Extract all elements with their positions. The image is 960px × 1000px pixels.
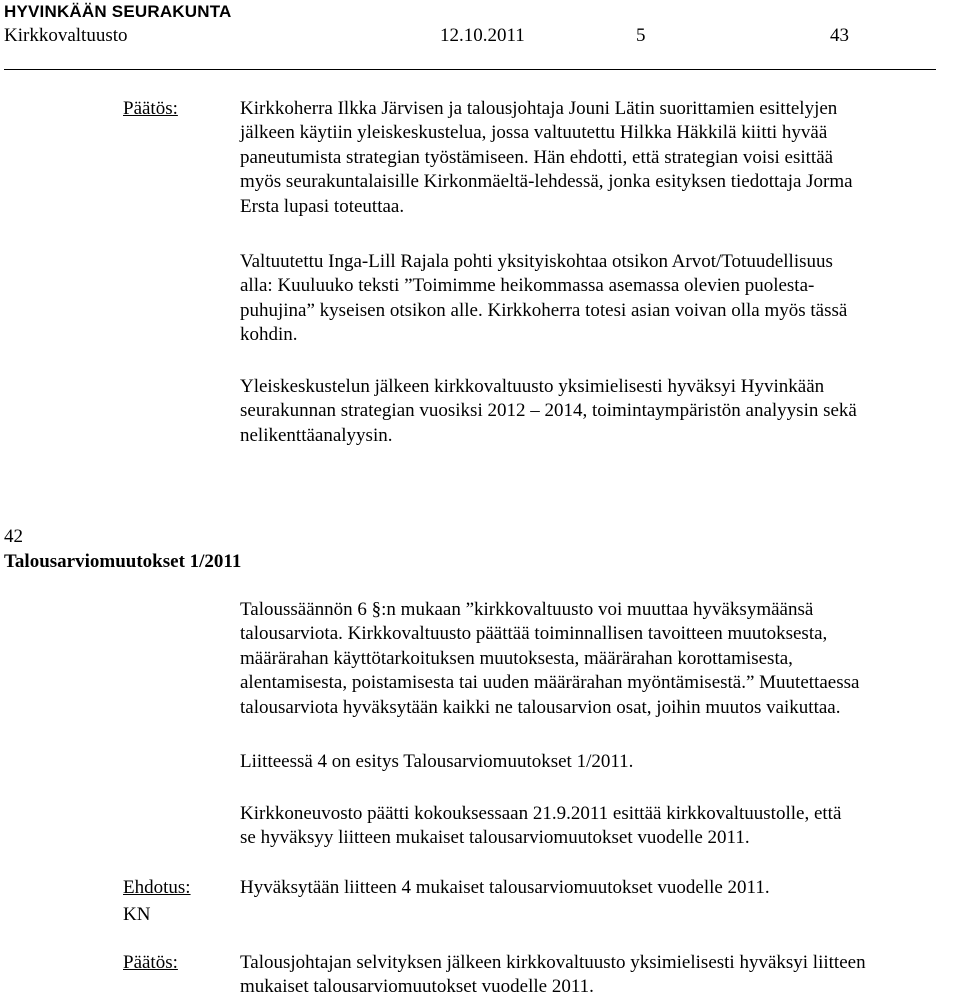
decision-paragraph-2	[240, 250, 956, 348]
body-paragraph-1	[240, 598, 956, 720]
section-number: 42	[4, 526, 23, 547]
header-body: Kirkkovaltuusto	[4, 25, 128, 46]
text-line: Ersta lupasi toteuttaa.	[240, 195, 405, 217]
header-divider	[4, 69, 936, 70]
body-paragraph-2	[240, 750, 956, 774]
text-line: Valtuutettu Inga-Lill Rajala pohti yksityiskohtaa otsikon Arvot/Totuudellisuus	[240, 251, 833, 272]
text-line: mukaiset talousarviomuutokset vuodelle 2011.	[240, 976, 594, 998]
text-line: jälkeen käytiin yleiskeskustelua, jossa valtuutettu Hilkka Häkkilä kiitti hyvää	[240, 122, 828, 144]
paatos-label: Päätös:	[123, 98, 178, 119]
ehdotus-text	[240, 876, 956, 900]
text-line: myös seurakuntalaisille Kirkonmäeltä-lehdessä, jonka esityksen tiedottaja Jorma	[240, 171, 853, 193]
text-line: Kirkkoneuvosto päätti kokouksessaan 21.9.2011 esittää kirkkovaltuustolle, että	[240, 803, 842, 824]
paatos-label: Päätös:	[123, 952, 178, 973]
decision-paragraph-1	[240, 97, 956, 219]
text-line: talousarviota hyväksytään kaikki ne talousarvion osat, joihin muutos vaikuttaa.	[240, 696, 841, 718]
text-line: se hyväksyy liitteen mukaiset talousarviomuutokset vuodelle 2011.	[240, 827, 750, 849]
ehdotus-proposer: KN	[123, 904, 151, 925]
body-paragraph-3	[240, 802, 956, 851]
text-line: talousarviota. Kirkkovaltuusto päättää toiminnallisen tavoitteen muutoksesta,	[240, 623, 828, 645]
text-line: määrärahan käyttötarkoituksen muutoksesta, määrärahan korottamisesta,	[240, 647, 793, 669]
header-section-number: 5	[636, 25, 646, 46]
text-line: Kirkkoherra Ilkka Järvisen ja talousjohtaja Jouni Lätin suorittamien esittelyjen	[240, 98, 838, 119]
ehdotus-label: Ehdotus:	[123, 877, 191, 898]
text-line: kohdin.	[240, 324, 298, 346]
document-header	[4, 24, 954, 48]
text-line: Taloussäännön 6 §:n mukaan ”kirkkovaltuusto voi muuttaa hyväksymäänsä	[240, 599, 814, 620]
text-line: paneutumista strategian työstämiseen. Hän ehdotti, että strategian voisi esittää	[240, 146, 834, 168]
text-line: Hyväksytään liitteen 4 mukaiset talousarviomuutokset vuodelle 2011.	[240, 877, 770, 898]
header-page-number: 43	[830, 25, 849, 46]
paatos-text	[240, 951, 956, 1000]
text-line: nelikenttäanalyysin.	[240, 424, 393, 446]
header-date: 12.10.2011	[440, 25, 525, 46]
text-line: Talousjohtajan selvityksen jälkeen kirkkovaltuusto yksimielisesti hyväksyi liitteen	[240, 952, 866, 973]
text-line: alla: Kuuluuko teksti ”Toimimme heikommassa asemassa olevien puolesta-	[240, 275, 815, 297]
decision-paragraph-3	[240, 375, 956, 448]
text-line: alentamisesta, poistamisesta tai uuden määrärahan myöntämisestä.” Muutettaessa	[240, 672, 860, 694]
text-line: seurakunnan strategian vuosiksi 2012 – 2014, toimintaympäristön analyysin sekä	[240, 400, 857, 422]
organization-name: HYVINKÄÄN SEURAKUNTA	[4, 2, 232, 21]
text-line: Yleiskeskustelun jälkeen kirkkovaltuusto yksimielisesti hyväksyi Hyvinkään	[240, 376, 825, 397]
section-title: Talousarviomuutokset 1/2011	[4, 551, 242, 572]
text-line: Liitteessä 4 on esitys Talousarviomuutokset 1/2011.	[240, 751, 634, 772]
text-line: puhujina” kyseisen otsikon alle. Kirkkoherra totesi asian voivan olla myös tässä	[240, 299, 848, 321]
